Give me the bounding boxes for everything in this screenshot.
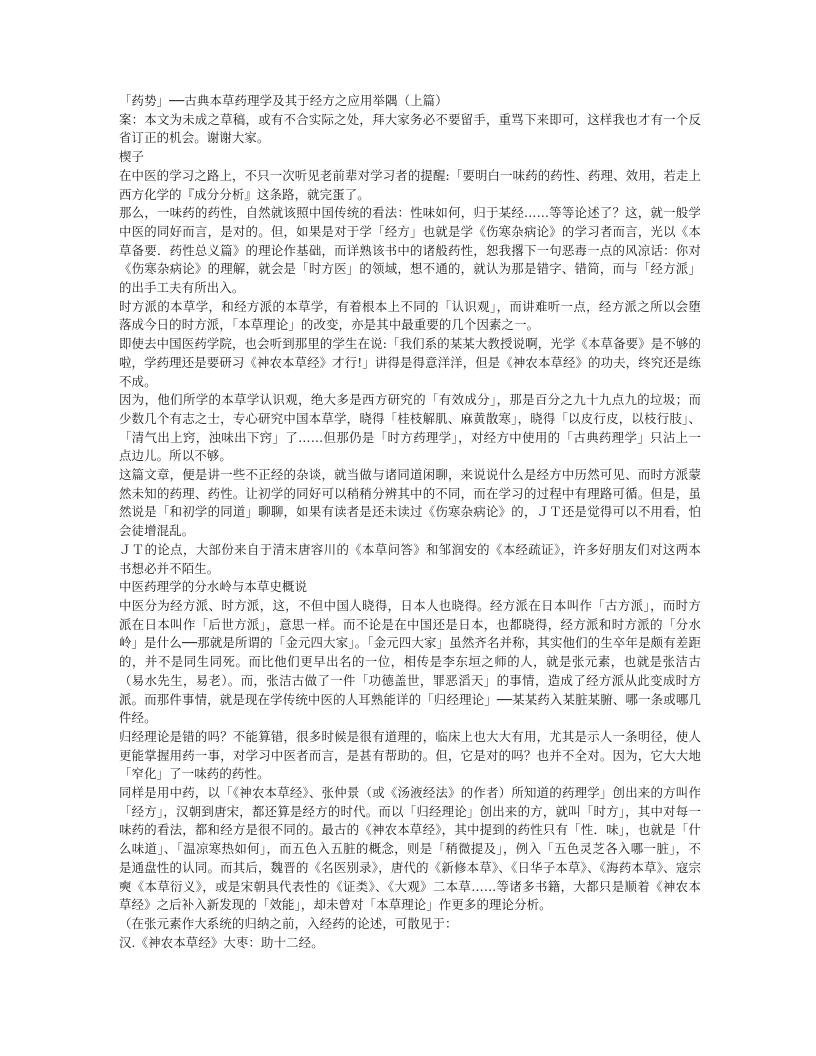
- section-heading-prologue: 楔子: [119, 149, 145, 165]
- paragraph: 这篇文章，便是讲一些不正经的杂谈，就当做与诸同道闲聊，来说说什么是经方中历然可见、而时方派蒙然未知的药理、药性。让初学的同好可以稍稍分辨其中的不同，而在学习的过程中有理路可循。但是，虽然说是「和初学的同道」聊聊，如果有读者是还未读过《伤寒杂病论》的，ＪＴ还是觉得可以不用看，怕会徒增混乱。: [119, 467, 701, 539]
- document-page: [119, 92, 701, 952]
- paragraph: 因为，他们所学的本草学认识观，绝大多是西方研究的「有效成分」，那是百分之九十九点九的垃圾；而少数几个有志之士，专心研究中国本草学，晓得「桂枝解肌、麻黄散寒」，晓得「以皮行皮，以枝行肢」、「清气出上窍，浊味出下窍」了……但那仍是「时方药理学」，对经方中使用的「古典药理学」只沾上一点边儿。所以不够。: [119, 392, 701, 464]
- document-title: 「药势」──古典本草药理学及其于经方之应用举隅（上篇）: [119, 93, 448, 108]
- paragraph: 汉.《神农本草经》大枣：助十二经。: [119, 934, 324, 950]
- paragraph: 那么，一味药的药性，自然就该照中国传统的看法：性味如何，归于某经……等等论述了？这，就一般学中医的同好而言，是对的。但，如果是对于学「经方」也就是学《伤寒杂病论》的学习者而言，光以《本草备要．药性总义篇》的理论作基础，而详熟该书中的诸般药性，恕我撂下一句恶毒一点的风凉话：你对《伤寒杂病论》的理解，就会是「时方医」的领域，想不通的，就认为那是错字、错简，而与「经方派」的出手工夫有所出入。: [119, 205, 701, 296]
- paragraph: 时方派的本草学，和经方派的本草学，有着根本上不同的「认识观」，而讲难听一点，经方派之所以会堕落成今日的时方派，「本草理论」的改变，亦是其中最重要的几个因素之一。: [119, 298, 701, 333]
- paragraph: （在张元素作大系统的归纳之前，入经药的论述，可散见于：: [119, 915, 458, 931]
- author-note: 案：本文为未成之草稿，或有不合实际之处，拜大家务必不要留手，重骂下来即可，这样我也才有一个反省订正的机会。谢谢大家。: [119, 111, 701, 146]
- paragraph: 中医分为经方派、时方派，这，不但中国人晓得，日本人也晓得。经方派在日本叫作「古方派」，而时方派在日本叫作「后世方派」，意思一样。而不论是在中国还是日本，也都晓得，经方派和时方派的「分水岭」是什么──那就是所谓的「金元四大家」。「金元四大家」虽然齐名并称，其实他们的生卒年是颇有差距的，并不是同生同死。而比他们更早出名的一位，相传是李东垣之师的人，就是张元素，也就是张洁古（易水先生，易老）。而，张洁古做了一件「功德盖世，罪恶滔天」的事情，造成了经方派从此变成时方派。而那件事情，就是现在学传统中医的人耳熟能详的「归经理论」──某某药入某脏某腑、哪一条或哪几件经。: [119, 597, 701, 726]
- paragraph: 在中医的学习之路上，不只一次听见老前辈对学习者的提醒:「要明白一味药的药性、药理、效用，若走上西方化学的『成分分析』这条路，就完蛋了。: [119, 167, 701, 202]
- paragraph: 同样是用中药，以「《神农本草经》、张仲景（或《汤液经法》的作者）所知道的药理学」创出来的方叫作「经方」，汉朝到唐宋，都还算是经方的时代。而以「归经理论」创出来的方，就叫「时方」，其中对每一味药的看法，都和经方是很不同的。最古的《神农本草经》，其中提到的药性只有「性．味」，也就是「什么味道」、「温凉寒热如何」，而五色入五脏的概念，则是「稍微提及」，例入「五色灵芝各入哪一脏」，不是通盘性的认同。而其后，魏晋的《名医别录》，唐代的《新修本草》、《日华子本草》、《海药本草》、寇宗奭《本草衍义》，或是宋朝具代表性的《证类》、《大观》二本草……等诸多书籍，大都只是顺着《神农本草经》之后补入新发现的「效能」，却未曾对「本草理论」作更多的理论分析。: [119, 785, 701, 913]
- section-heading-history: 中医药理学的分水岭与本草史概说: [119, 579, 308, 595]
- paragraph: 归经理论是错的吗？不能算错，很多时候是很有道理的，临床上也大大有用，尤其是示人一条明径，使人更能掌握用药一事，对学习中医者而言，是甚有帮助的。但，它是对的吗？也并不全对。因为，它大大地「窄化」了一味药的药性。: [119, 728, 701, 782]
- paragraph: 即使去中国医药学院，也会听到那里的学生在说:「我们系的某某大教授说啊，光学《本草备要》是不够的啦，学药理还是要研习《神农本草经》才行!」讲得是得意洋洋，但是《神农本草经》的功夫，终究还是练不成。: [119, 336, 701, 389]
- paragraph: ＪＴ的论点，大部份来自于清末唐容川的《本草问答》和邹润安的《本经疏证》，许多好朋友们对这两本书想必并不陌生。: [119, 541, 701, 576]
